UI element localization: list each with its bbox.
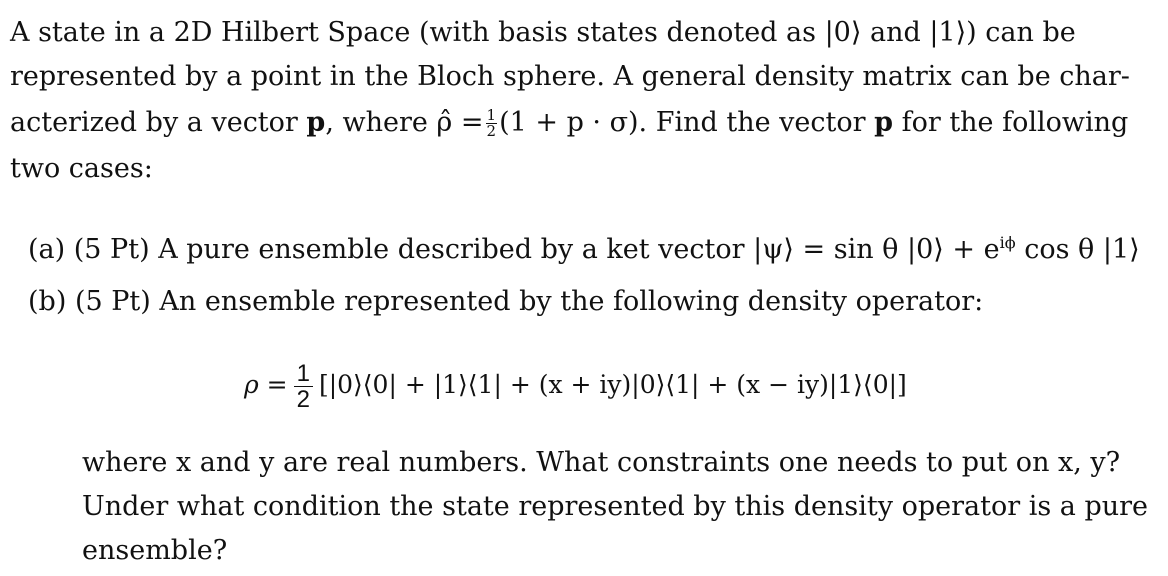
- exponent: iϕ: [999, 233, 1016, 252]
- half-fraction: [294, 361, 313, 412]
- intro-text: Find the vector: [647, 107, 875, 138]
- part-a-text-end: cos θ |1⟩: [1015, 234, 1140, 265]
- intro-text: acterized by a vector: [10, 107, 307, 138]
- part-label: (a): [28, 234, 66, 265]
- intro-text: for the following: [893, 107, 1129, 138]
- fraction-denominator: 2: [486, 122, 497, 140]
- intro-text: , where ρ̂ =: [325, 107, 484, 138]
- density-formula: (1 + p · σ).: [499, 107, 648, 138]
- part-b-text: (5 Pt) An ensemble represented by the following density operator:: [74, 286, 984, 317]
- part-b: [28, 285, 983, 319]
- followup-line-1: where x and y are real numbers. What constraints one needs to put on x, y?: [82, 447, 1121, 478]
- part-label: (b): [28, 286, 67, 317]
- fraction-numerator: 1: [294, 361, 313, 387]
- vector-p: p: [874, 107, 893, 138]
- followup-line-2: Under what condition the state represented by this density operator is a pure: [82, 491, 1148, 522]
- vector-p: p: [306, 107, 326, 138]
- problem-intro-line-2: represented by a point in the Bloch sphere. A general density matrix can be char-: [10, 61, 1130, 92]
- density-operator-equation: [244, 360, 907, 412]
- part-a-text: (5 Pt) A pure ensemble described by a ket vector |ψ⟩ = sin θ |0⟩ + e: [73, 234, 1000, 265]
- half-fraction: [486, 108, 498, 139]
- problem-intro-line-4: two cases:: [10, 153, 153, 184]
- equation-lhs: ρ =: [244, 370, 288, 399]
- fraction-denominator: 2: [296, 386, 310, 413]
- fraction-numerator: 1: [486, 106, 497, 124]
- part-a: [28, 226, 1140, 267]
- problem-intro-line-1: A state in a 2D Hilbert Space (with basis states denoted as |0⟩ and |1⟩) can be: [10, 17, 1076, 48]
- problem-intro-line-3: [10, 106, 1128, 140]
- followup-line-3: ensemble?: [82, 535, 228, 566]
- equation-rhs: [|0⟩⟨0| + |1⟩⟨1| + (x + iy)|0⟩⟨1| + (x − iy)|1⟩⟨0|]: [318, 370, 907, 399]
